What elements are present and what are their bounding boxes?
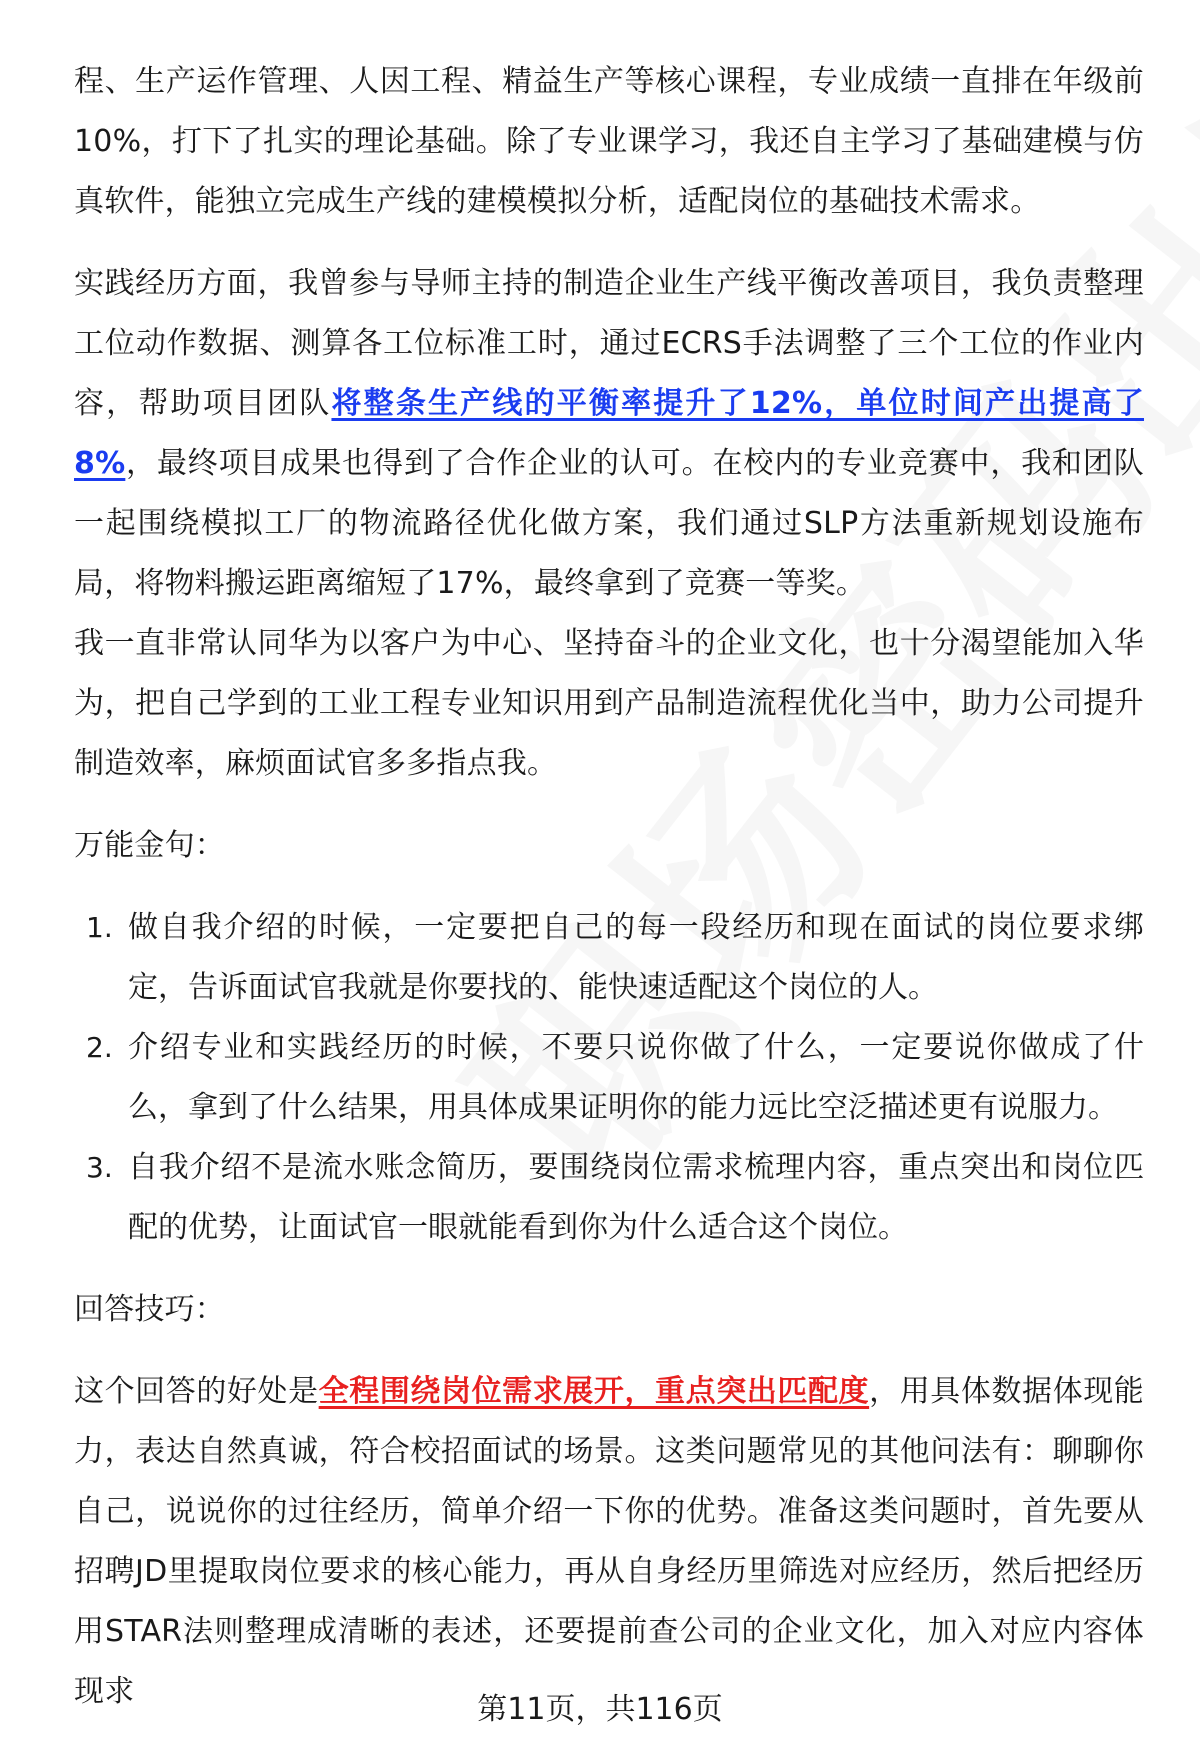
list-item-text: 自我介绍不是流水账念简历，要围绕岗位需求梳理内容，重点突出和岗位匹配的优势，让面试官一眼就能看到你为什么适合这个岗位。 <box>128 1150 1144 1245</box>
list-item-number: 2. <box>86 1031 113 1064</box>
practice-paragraph <box>74 254 1144 614</box>
list-item <box>74 1018 1144 1138</box>
culture-paragraph: 我一直非常认同华为以客户为中心、坚持奋斗的企业文化，也十分渴望能加入华为，把自己学到的工业工程专业知识用到产品制造流程优化当中，助力公司提升制造效率，麻烦面试官多多指点我。 <box>74 626 1144 781</box>
practice-highlight: 将整条生产线的平衡率提升了12%，单位时间产出提高了8% <box>74 386 1144 481</box>
intro-paragraph: 程、生产运作管理、人因工程、精益生产等核心课程，专业成绩一直排在年级前10%，打下了扎实的理论基础。除了专业课学习，我还自主学习了基础建模与仿真软件，能独立完成生产线的建模模拟分析，适配岗位的基础技术需求。 <box>74 64 1144 219</box>
list-item-number: 3. <box>86 1151 113 1184</box>
list-item-text: 介绍专业和实践经历的时候，不要只说你做了什么，一定要说你做成了什么，拿到了什么结果，用具体成果证明你的能力远比空泛描述更有说服力。 <box>128 1030 1144 1125</box>
list-item-text: 做自我介绍的时候，一定要把自己的每一段经历和现在面试的岗位要求绑定，告诉面试官我就是你要找的、能快速适配这个岗位的人。 <box>128 910 1144 1005</box>
list-item <box>74 898 1144 1018</box>
answer-tips-after: ，用具体数据体现能力，表达自然真诚，符合校招面试的场景。这类问题常见的其他问法有：聊聊你自己，说说你的过往经历，简单介绍一下你的优势。准备这类问题时，首先要从招聘JD里提取岗位要求的核心能力，再从自身经历里筛选对应经历，然后把经历用STAR法则整理成清晰的表述，还要提前查公司的企业文化，加入对应内容体现求 <box>74 1374 1144 1709</box>
page-number-footer: 第11页，共116页 <box>477 1692 723 1727</box>
document-body <box>74 52 1144 1722</box>
golden-sentences-heading: 万能金句： <box>74 828 225 863</box>
answer-tips-heading: 回答技巧： <box>74 1292 225 1327</box>
answer-tips-paragraph <box>74 1362 1144 1722</box>
practice-text-after: ，最终项目成果也得到了合作企业的认可。在校内的专业竞赛中，我和团队一起围绕模拟工厂的物流路径优化做方案，我们通过SLP方法重新规划设施布局，将物料搬运距离缩短了17%，最终拿到了竞赛一等奖。 <box>74 446 1144 601</box>
answer-tips-highlight: 全程围绕岗位需求展开，重点突出匹配度 <box>318 1374 870 1409</box>
list-item-number: 1. <box>86 911 113 944</box>
golden-sentences-list <box>74 898 1144 1258</box>
practice-text-before: 实践经历方面，我曾参与导师主持的制造企业生产线平衡改善项目，我负责整理工位动作数据、测算各工位标准工时，通过ECRS手法调整了三个工位的作业内容，帮助项目团队 <box>74 266 1144 421</box>
answer-tips-before: 这个回答的好处是 <box>74 1374 319 1409</box>
list-item <box>74 1138 1144 1258</box>
